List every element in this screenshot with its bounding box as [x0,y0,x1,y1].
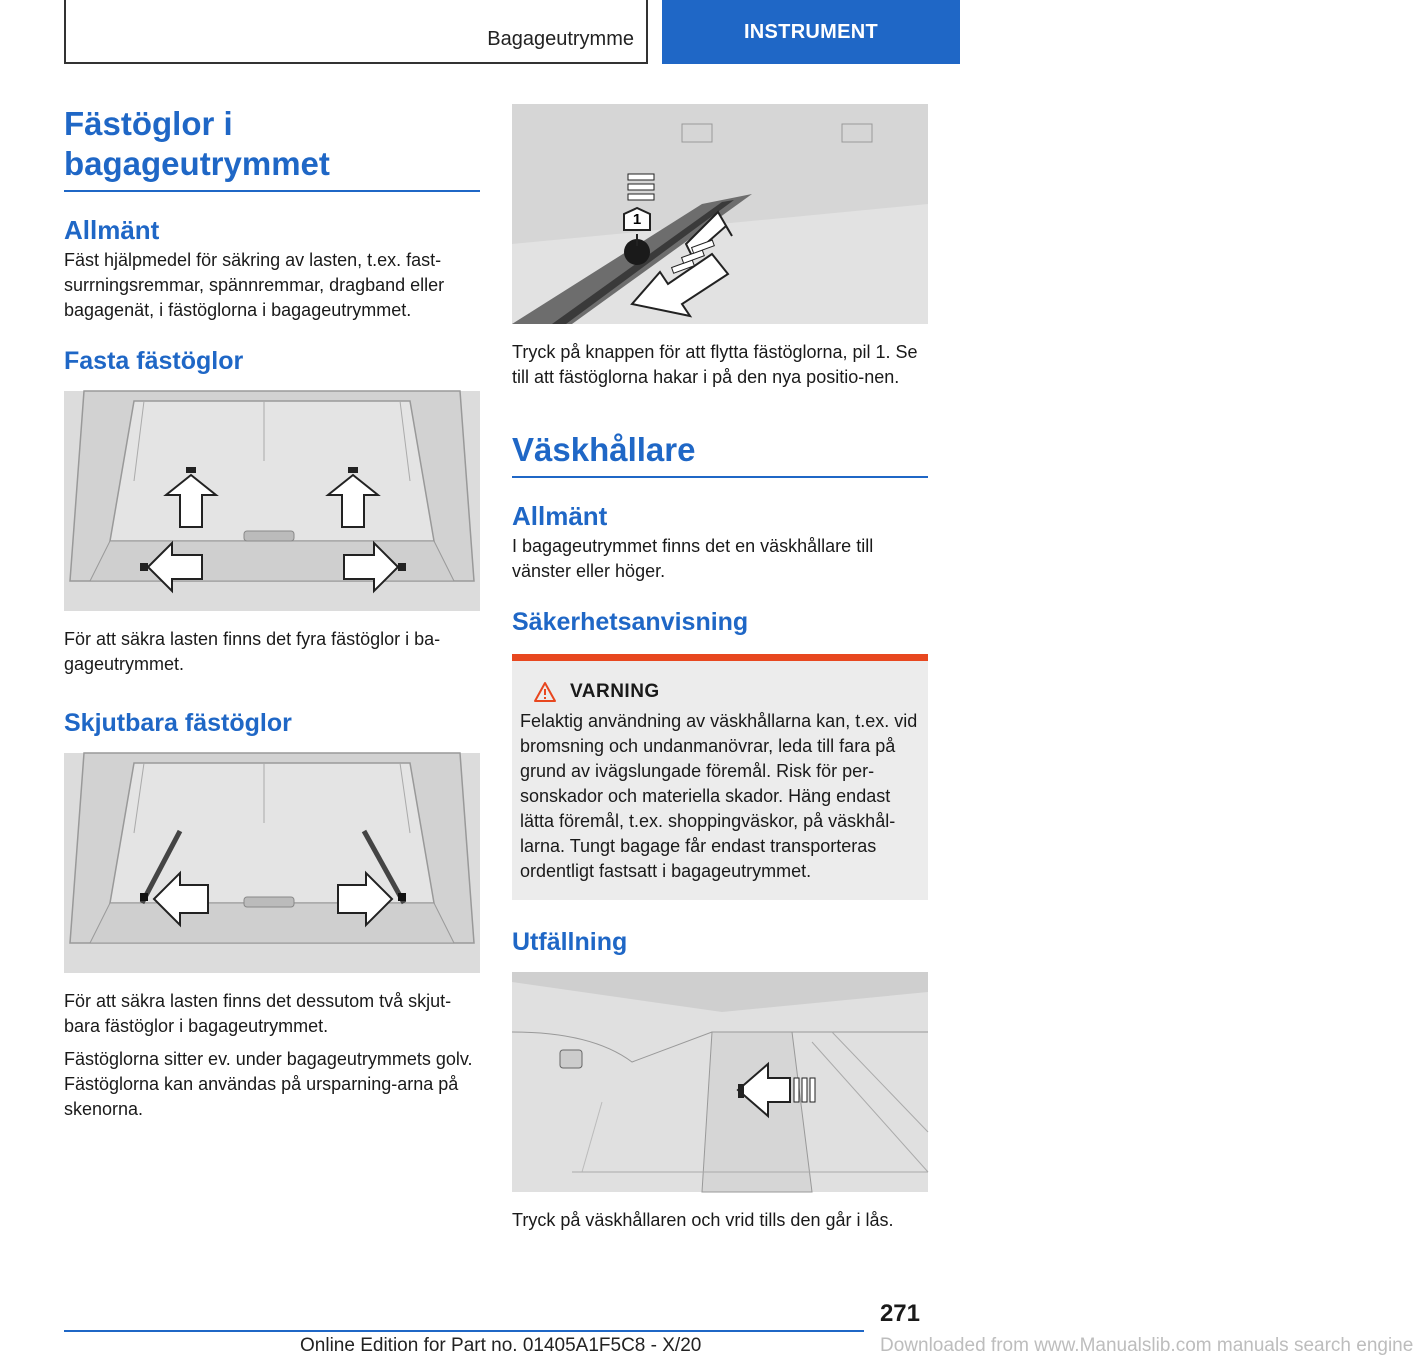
unfold-caption: Tryck på väskhållaren och vrid tills den går i lås. [512,1210,894,1230]
bag-holder-illustration [512,972,928,1192]
rail-figure [512,104,928,324]
header-chapter-tab[interactable]: INSTRUMENT [662,0,960,64]
rail-illustration [512,104,928,324]
general-heading: Allmänt [64,215,160,245]
rail-arrow-label: 1 [632,211,642,228]
sliding-eyelets-text: Fästöglorna sitter ev. under bagageutrymmets golv. Fästöglorna kan användas på ursparning-arna på skenorna. [64,1049,473,1119]
footer-edition: Online Edition for Part no. 01405A1F5C8 - X/20 [300,1335,702,1356]
trunk-illustration-fixed [64,391,480,611]
sliding-eyelets-caption: För att säkra lasten finns det dessutom två skjut-bara fästöglor i bagageutrymmet. [64,991,452,1036]
warning-header [520,681,920,703]
warning-title: VARNING [570,681,660,702]
bag-holder-figure [512,972,928,1192]
warning-box [512,654,928,900]
page-title: Fästöglor i bagageutrymmet [64,104,480,192]
bag-holder-title: Väskhållare [512,430,928,478]
warning-triangle-icon [534,682,556,702]
trunk-illustration-sliding [64,753,480,973]
header-section-title: Bagageutrymme [487,28,634,50]
fixed-eyelets-figure [64,391,480,611]
footer-watermark[interactable]: Downloaded from www.Manualslib.com manuals search engine [880,1335,1413,1356]
left-column [64,104,480,1122]
page-number: 271 [879,1300,920,1327]
fixed-eyelets-heading: Fasta fästöglor [64,347,244,375]
footer-divider [64,1330,864,1332]
general-text: Fäst hjälpmedel för säkring av lasten, t.ex. fast-surrningsremmar, spännremmar, dragband eller bagagenät, i fästöglorna i bagageutrymmet. [64,250,445,320]
bag-holder-general-text: I bagageutrymmet finns det en väskhållare till vänster eller höger. [512,536,874,581]
sliding-eyelets-heading: Skjutbara fästöglor [64,709,292,737]
header-section-box [64,0,648,64]
bag-holder-general-heading: Allmänt [512,501,608,531]
unfold-heading: Utfällning [512,928,628,956]
rail-caption: Tryck på knappen för att flytta fästöglorna, pil 1. Se till att fästöglorna hakar i på den nya positio-nen. [512,342,918,387]
sliding-eyelets-figure [64,753,480,973]
fixed-eyelets-caption: För att säkra lasten finns det fyra fästöglor i ba-gageutrymmet. [64,629,441,674]
warning-text: Felaktig användning av väskhållarna kan, t.ex. vid bromsning och undanmanövrar, leda till fara på grund av ivägslungade föremål. Risk för per-sonskador och materiella skador. Häng endast lätta föremål, t.ex. shoppingväskor, på väskhål-larna. Tungt bagage får endast transporteras ordentligt fastsatt i bagageutrymmet. [520,711,918,881]
safety-heading: Säkerhetsanvisning [512,608,749,636]
right-column [512,104,928,1233]
